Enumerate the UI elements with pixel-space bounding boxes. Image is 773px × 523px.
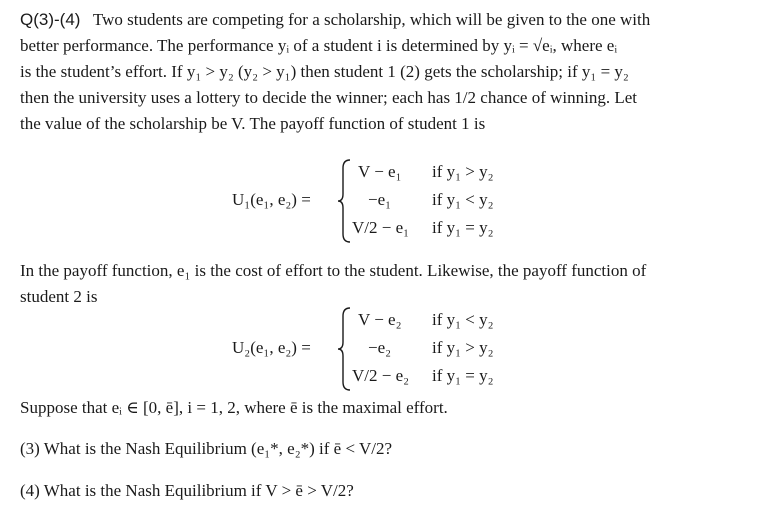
intro-line-1: Q(3)-(4) Two students are competing for a scholarship, which will be given to the one with [20,10,651,29]
left-brace-icon [336,306,352,392]
suppose-statement: Suppose that eᵢ ∈ [0, ē], i = 1, 2, where ē is the maximal effort. [20,398,448,417]
intro-line-2: better performance. The performance yᵢ of a student i is determined by yᵢ = √eᵢ, where eᵢ [20,36,618,55]
payoff1-case1-expr: V − e₁ [358,162,402,181]
middle-line-2: student 2 is [20,287,98,306]
middle-line-1: In the payoff function, e₁ is the cost of effort to the student. Likewise, the payoff function of [20,261,647,280]
left-brace-icon [336,158,352,244]
intro-line-4: then the university uses a lottery to decide the winner; each has 1/2 chance of winning. Let [20,88,637,107]
problem-intro [20,7,755,137]
payoff1-lhs: U₁(e₁, e₂) = [232,190,311,209]
payoff1-case2-cond: if y₁ < y₂ [432,190,494,209]
payoff1-case3-expr: V/2 − e₁ [352,218,410,237]
intro-line-5: the value of the scholarship be V. The payoff function of student 1 is [20,114,486,133]
payoff2-case1-cond: if y₁ < y₂ [432,310,494,329]
payoff-function-2 [232,306,532,392]
payoff-function-1 [232,158,532,244]
payoff2-case3-expr: V/2 − e₂ [352,366,410,385]
payoff1-case3-cond: if y₁ = y₂ [432,218,494,237]
payoff2-case2-expr: −e₂ [368,338,392,357]
payoff2-lhs: U₂(e₁, e₂) = [232,338,311,357]
payoff1-case1-cond: if y₁ > y₂ [432,162,494,181]
payoff2-case3-cond: if y₁ = y₂ [432,366,494,385]
middle-paragraph [20,258,755,310]
intro-line-3: is the student’s effort. If y₁ > y₂ (y₂ > y₁) then student 1 (2) gets the scholarship; if y₁ = y₂ [20,62,629,81]
question-3: (3) What is the Nash Equilibrium (e₁*, e₂*) if ē < V/2? [20,439,393,458]
problem-label: Q(3)-(4) [20,10,81,29]
payoff2-case2-cond: if y₁ > y₂ [432,338,494,357]
payoff2-case1-expr: V − e₂ [358,310,402,329]
question-4: (4) What is the Nash Equilibrium if V > ē > V/2? [20,481,354,500]
payoff1-case2-expr: −e₁ [368,190,392,209]
